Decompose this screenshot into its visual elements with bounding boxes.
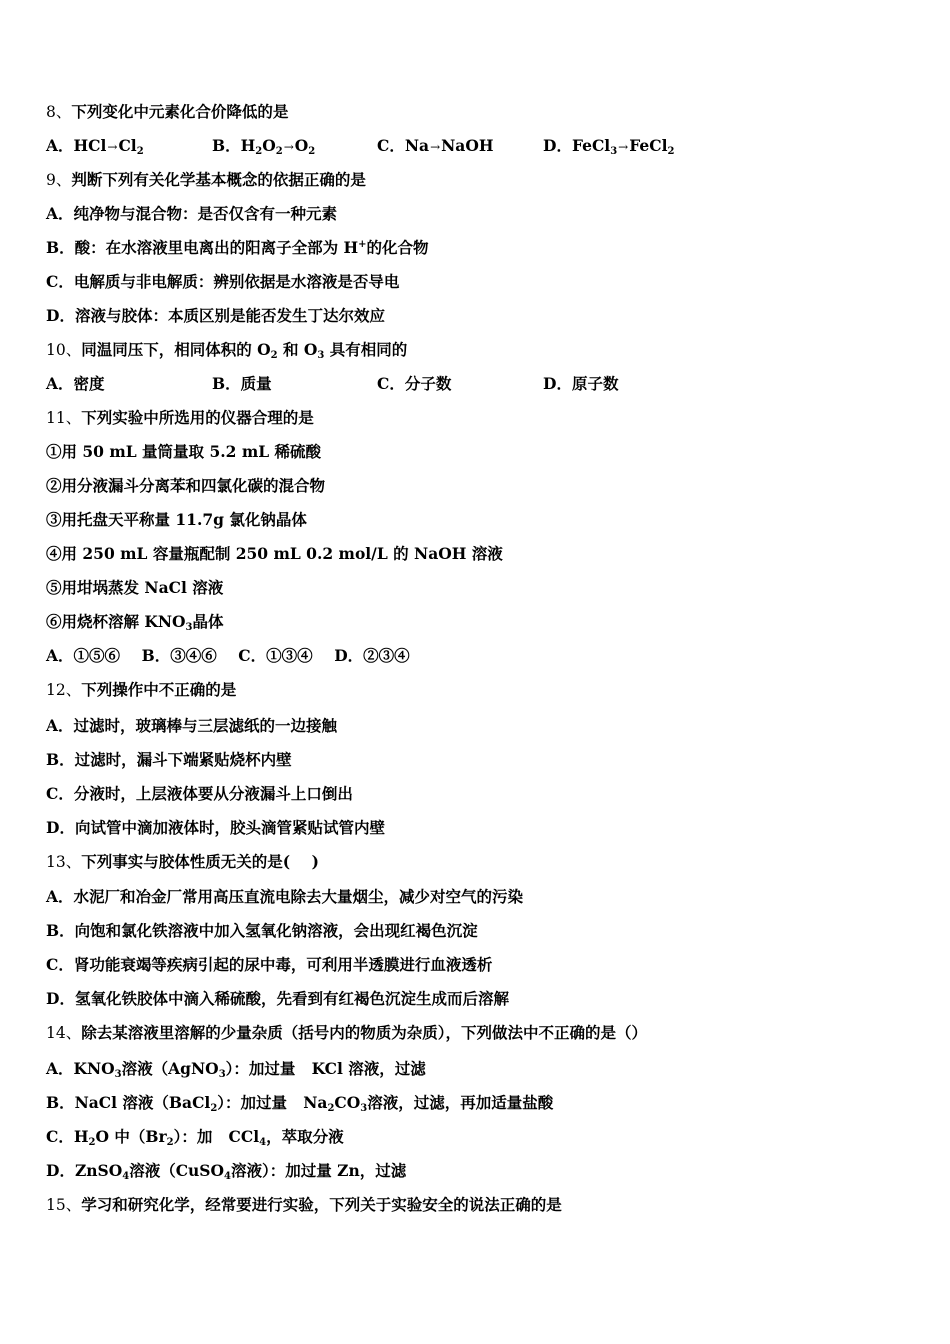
option-a: A．纯净物与混合物：是否仅含有一种元素 [46, 204, 338, 223]
question-number: 11、 [46, 409, 82, 427]
option-b: B．质量 [212, 374, 272, 393]
question-15 [46, 1195, 562, 1215]
question-number: 15、 [46, 1196, 82, 1214]
question-stem: 下列变化中元素化合价降低的是 [71, 102, 289, 121]
option-a: A．密度 [46, 374, 105, 393]
option-a: A．水泥厂和冶金厂常用高压直流电除去大量烟尘，减少对空气的污染 [46, 887, 524, 906]
option-b: B．向饱和氯化铁溶液中加入氢氧化钠溶液，会出现红褐色沉淀 [46, 921, 478, 940]
question-stem: 判断下列有关化学基本概念的依据正确的是 [71, 170, 366, 189]
question-number: 9、 [46, 171, 72, 189]
question-stem: 学习和研究化学，经常要进行实验，下列关于实验安全的说法正确的是 [81, 1195, 562, 1214]
option-a: A．过滤时，玻璃棒与三层滤纸的一边接触 [46, 716, 338, 735]
list-item: ④用 250 mL 容量瓶配制 250 mL 0.2 mol/L 的 NaOH 溶液 [46, 544, 503, 563]
question-8 [46, 102, 288, 122]
question-14 [46, 1023, 647, 1043]
question-10 [46, 340, 407, 360]
question-stem: 下列操作中不正确的是 [81, 680, 237, 699]
question-number: 13、 [46, 853, 82, 871]
question-number: 8、 [46, 103, 72, 121]
list-item: ③用托盘天平称量 11.7g 氯化钠晶体 [46, 510, 307, 529]
option-c: C．分子数 [377, 374, 452, 393]
question-number: 12、 [46, 681, 82, 699]
question-stem: 同温同压下，相同体积的 $O_2$ 和 $O_3$ 具有相同的 [81, 340, 408, 361]
option-c: C．$H_2O$ 中$(Br_2)$：加 CCl$_4$，萃取分液 [46, 1127, 344, 1148]
option-d: D．ZnSO$_4$溶液（CuSO$_4$溶液）：加过量 Zn，过滤 [46, 1161, 407, 1182]
question-8-options [46, 136, 906, 156]
list-item: ②用分液漏斗分离苯和四氯化碳的混合物 [46, 476, 326, 495]
option-c: C．Na→NaOH [377, 136, 494, 155]
question-stem: 下列实验中所选用的仪器合理的是 [81, 408, 314, 427]
option-c: C．电解质与非电解质：辨别依据是水溶液是否导电 [46, 272, 400, 291]
question-number: 14、 [46, 1024, 82, 1042]
question-12 [46, 680, 236, 700]
list-item: ⑥用烧杯溶解 $KNO_3$晶体 [46, 612, 224, 633]
question-13 [46, 852, 319, 872]
option-d: D．原子数 [543, 374, 619, 393]
question-11-options: A．①⑤⑥ B．③④⑥ C．①③④ D．②③④ [46, 646, 410, 665]
question-11 [46, 408, 314, 428]
question-10-options [46, 374, 906, 394]
option-d: D．向试管中滴加液体时，胶头滴管紧贴试管内壁 [46, 818, 385, 837]
option-d: D．FeCl$_3$→FeCl$_2$ [543, 136, 675, 157]
option-a: A．$HCl\to Cl_2$ [46, 136, 144, 157]
list-item: ⑤用坩埚蒸发 NaCl 溶液 [46, 578, 224, 597]
option-b: B．过滤时，漏斗下端紧贴烧杯内壁 [46, 750, 292, 769]
question-stem: 除去某溶液里溶解的少量杂质（括号内的物质为杂质），下列做法中不正确的是（） [81, 1023, 647, 1042]
option-b: B．酸：在水溶液里电离出的阳离子全部为 H+的化合物 [46, 238, 429, 257]
question-9 [46, 170, 366, 190]
option-c: C．肾功能衰竭等疾病引起的尿中毒，可利用半透膜进行血液透析 [46, 955, 493, 974]
question-stem: 下列事实与胶体性质无关的是( ) [81, 852, 319, 871]
option-b: B．$H_2O_2\to O_2$ [212, 136, 316, 157]
option-d: D．溶液与胶体：本质区别是能否发生丁达尔效应 [46, 306, 385, 325]
option-c: C．分液时，上层液体要从分液漏斗上口倒出 [46, 784, 353, 803]
option-a: A．$KNO_3$溶液（AgNO$_3$）：加过量 KCl 溶液，过滤 [46, 1059, 426, 1080]
option-b: B．NaCl 溶液（BaCl$_2$）：加过量 $Na_2CO_3$溶液，过滤，再加适量盐酸 [46, 1093, 554, 1114]
list-item: ①用 50 mL 量筒量取 5.2 mL 稀硫酸 [46, 442, 322, 461]
question-number: 10、 [46, 341, 82, 359]
option-d: D．氢氧化铁胶体中滴入稀硫酸，先看到有红褐色沉淀生成而后溶解 [46, 989, 509, 1008]
